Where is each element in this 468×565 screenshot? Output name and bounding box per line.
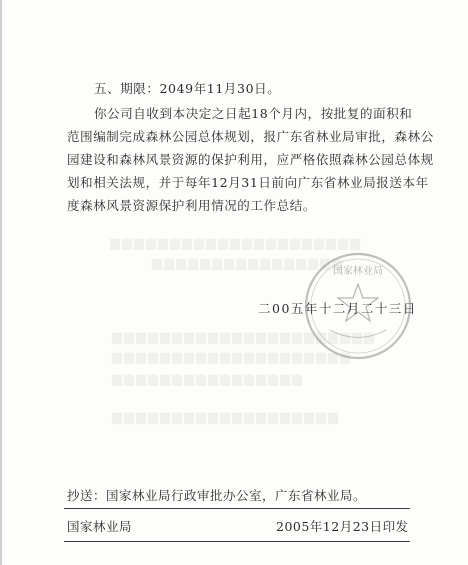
bleed-through-text: ▆▆▆▆▆▆▆▆▆▆▆▆▆▆▆▆▆▆▆▆ bbox=[112, 350, 352, 365]
paragraph-line-5: 度森林风景资源保护利用情况的工作总结。 bbox=[67, 198, 316, 213]
issue-date: 二00五年十二月二十三日 bbox=[258, 301, 417, 316]
paragraph-line-2: 范围编制完成森林公园总体规划，报广东省林业局审批，森林公 bbox=[67, 129, 434, 144]
footer-bottom-rule bbox=[64, 541, 410, 542]
paragraph-line-3: 园建设和森林风景资源的保护利用，应严格依照森林公园总体规 bbox=[67, 152, 434, 167]
bleed-through-text: ▆▆▆▆▆▆▆▆▆▆▆▆▆▆▆▆ bbox=[152, 256, 344, 271]
cc-line: 抄送：国家林业局行政审批办公室，广东省林业局。 bbox=[67, 488, 367, 503]
bleed-through-text: ▆▆▆▆▆▆▆▆▆▆▆▆▆▆▆▆ bbox=[112, 372, 304, 387]
bleed-through-text: ▆▆▆▆▆▆▆▆▆▆▆▆▆▆▆▆▆▆▆▆▆▆ bbox=[112, 330, 376, 345]
bleed-through-text: ▆▆▆▆▆▆▆▆▆▆▆▆▆▆▆▆▆▆▆ bbox=[112, 410, 340, 425]
seal-text: 国家林业局 bbox=[333, 266, 383, 277]
term-line: 五、期限：2049年11月30日。 bbox=[94, 81, 281, 96]
bleed-through-text: ▆▆▆▆▆▆▆▆▆▆▆▆▆▆▆▆▆▆▆▆▆ bbox=[110, 236, 362, 251]
paragraph-line-1: 你公司自收到本决定之日起18个月内，按批复的面积和 bbox=[94, 106, 413, 121]
issuer-name: 国家林业局 bbox=[67, 519, 133, 534]
paragraph-line-4: 划和相关法规，并于每年12月31日前向广东省林业局报送本年 bbox=[67, 175, 429, 190]
footer-top-rule bbox=[64, 508, 410, 509]
print-date: 2005年12月23日印发 bbox=[276, 519, 409, 534]
